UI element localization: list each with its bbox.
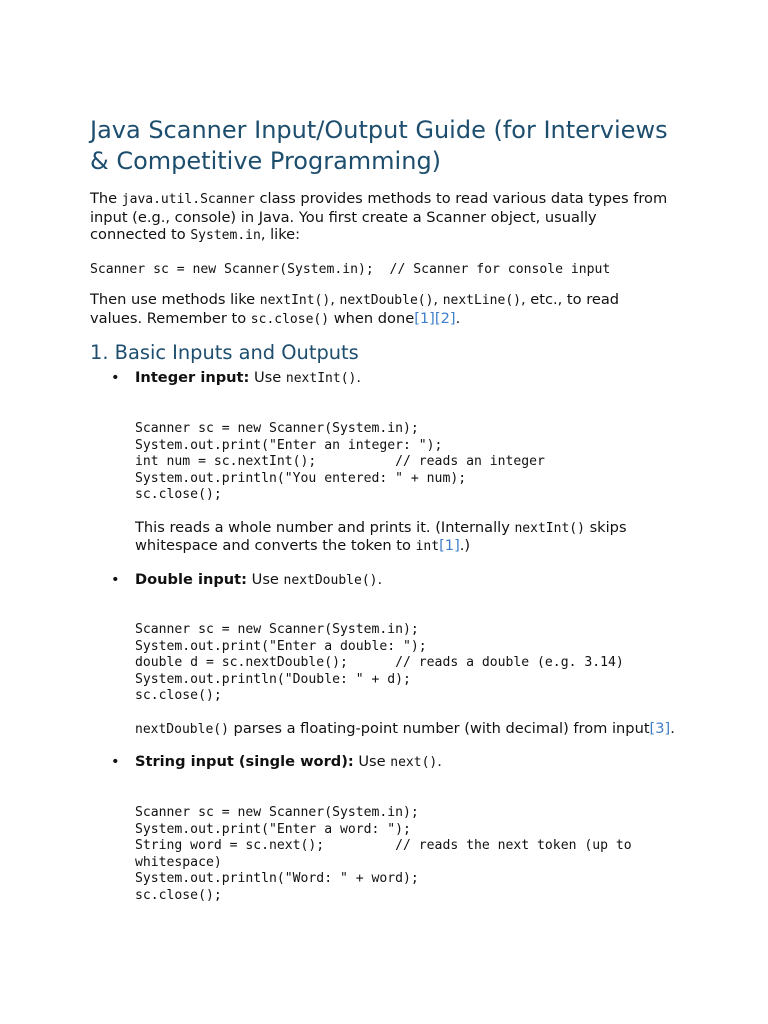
bullet-heading: [135, 571, 675, 590]
methods-text: when done: [329, 309, 415, 327]
citation-link-1[interactable]: [1]: [414, 309, 435, 327]
inline-code: int: [415, 539, 440, 555]
bullet-label: Double input:: [135, 570, 247, 588]
list-item-double-input: [90, 571, 675, 739]
note-text: This reads a whole number and prints it. (Internally: [135, 518, 515, 536]
inline-code: System.in: [190, 228, 261, 244]
inline-code: nextInt(): [285, 371, 357, 387]
inline-code: next(): [390, 755, 438, 771]
bullet-note: [135, 519, 675, 556]
methods-text: Then use methods like: [90, 291, 260, 309]
inline-code: sc.close(): [250, 311, 330, 327]
methods-text: ,: [433, 291, 443, 309]
citation-link-1[interactable]: [1]: [439, 537, 460, 555]
methods-paragraph: [90, 291, 675, 328]
list-item-string-input: [90, 753, 675, 904]
note-text: .: [670, 719, 675, 737]
list-item-integer-input: [90, 369, 675, 555]
bullet-icon: •: [111, 753, 120, 771]
methods-text: .: [455, 309, 461, 327]
intro-code-line: Scanner sc = new Scanner(System.in); // Scanner for console input: [90, 261, 611, 277]
bullet-text: Use: [249, 369, 286, 387]
inline-code: nextDouble(): [135, 721, 229, 737]
document-page: [90, 115, 675, 904]
intro-text: The: [90, 190, 122, 207]
bullet-note: [135, 720, 675, 739]
inline-code: nextDouble(): [283, 572, 378, 588]
bullet-label: String input (single word):: [135, 753, 354, 771]
methods-text: ,: [330, 291, 340, 309]
intro-paragraph: [90, 190, 675, 245]
inline-code: nextDouble(): [339, 293, 434, 309]
inline-code: nextInt(): [514, 520, 585, 536]
code-block: Scanner sc = new Scanner(System.in); System.out.print("Enter a double: "); double d = sc.nextDouble(); // reads a double (e.g. 3.14) System.out.println("Double: " + d); sc.close();: [135, 622, 624, 704]
section-heading: 1. Basic Inputs and Outputs: [90, 341, 359, 365]
bullet-icon: •: [111, 369, 120, 387]
input-types-list: [90, 369, 675, 904]
page-title: Java Scanner Input/Output Guide (for Interviews & Competitive Programming): [90, 116, 668, 175]
bullet-heading: [135, 369, 675, 388]
note-text: .): [459, 537, 471, 555]
citation-link-3[interactable]: [3]: [649, 719, 671, 737]
bullet-text: Use: [353, 753, 391, 771]
bullet-heading: [135, 753, 675, 772]
note-text: parses a floating-point number (with decimal) from input: [228, 719, 650, 737]
methods-text: , etc., to read values. Remember to: [90, 291, 620, 327]
inline-code: java.util.Scanner: [121, 192, 255, 207]
bullet-text: .: [356, 369, 361, 387]
citation-link-2[interactable]: [2]: [434, 309, 456, 327]
bullet-text: Use: [247, 570, 284, 588]
bullet-text: .: [377, 570, 383, 588]
inline-code: nextLine(): [442, 293, 521, 309]
inline-code: nextInt(): [259, 293, 331, 309]
bullet-text: .: [437, 753, 442, 771]
code-block: Scanner sc = new Scanner(System.in); System.out.print("Enter an integer: "); int num = sc.nextInt(); // reads an integer System.out.println("You entered: " + num); sc.close();: [135, 421, 545, 503]
bullet-icon: •: [111, 570, 120, 588]
code-block: Scanner sc = new Scanner(System.in); System.out.print("Enter a word: "); String word = sc.next(); // reads the next token (up to whitespace) System.out.println("Word: " + word); sc.close();: [135, 805, 632, 903]
intro-text: class provides methods to read various data types from input (e.g., console) in Java. You first create a Scanner object, usually connected to: [90, 190, 668, 244]
note-text: skips whitespace and converts the token to: [135, 518, 627, 555]
intro-text: , like:: [260, 226, 301, 244]
bullet-label: Integer input:: [135, 369, 250, 387]
